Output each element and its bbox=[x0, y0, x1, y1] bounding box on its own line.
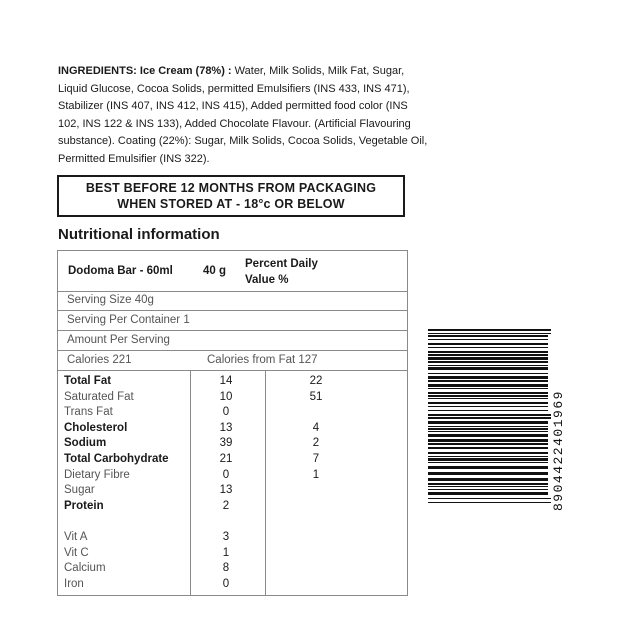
nutrient-row bbox=[58, 436, 407, 452]
nutrient-name: Saturated Fat bbox=[64, 390, 134, 403]
nutrient-amount: 21 bbox=[219, 453, 233, 465]
barcode-bar bbox=[428, 339, 548, 340]
barcode-bar bbox=[428, 462, 548, 463]
barcode-bar bbox=[428, 406, 548, 407]
nutrient-row bbox=[58, 374, 407, 390]
nutrient-amount: 0 bbox=[222, 406, 230, 419]
barcode-bar bbox=[428, 452, 548, 454]
barcode-bar bbox=[428, 489, 548, 490]
nutrient-row bbox=[58, 561, 407, 577]
product-name: Dodoma Bar - 60ml bbox=[68, 265, 173, 277]
calories-line bbox=[58, 351, 407, 371]
barcode-digits: 8904422401969 bbox=[551, 390, 566, 511]
barcode-bar bbox=[428, 354, 548, 356]
nutrient-row bbox=[58, 452, 407, 468]
barcode-bar bbox=[428, 414, 568, 416]
amount-per-serving: Amount Per Serving bbox=[58, 331, 407, 351]
barcode-bar bbox=[428, 351, 548, 353]
nutrient-amount: 8 bbox=[222, 562, 230, 575]
product-weight: 40 g bbox=[203, 265, 227, 277]
nutrition-title: Nutritional information bbox=[58, 226, 220, 243]
best-before-box bbox=[57, 175, 405, 217]
barcode-bar bbox=[428, 384, 548, 387]
barcode-bar bbox=[428, 426, 548, 427]
nutrient-row bbox=[58, 514, 407, 530]
barcode-bar bbox=[428, 402, 548, 404]
nutrient-pdv: 51 bbox=[309, 390, 323, 403]
barcode-bar bbox=[428, 392, 548, 394]
nutrient-name: Dietary Fibre bbox=[64, 468, 130, 481]
barcode-bar bbox=[428, 361, 548, 363]
nutrient-row bbox=[58, 546, 407, 562]
nutrient-amount: 13 bbox=[219, 421, 233, 434]
barcode-bar bbox=[428, 388, 548, 389]
nutrient-pdv: 7 bbox=[312, 453, 320, 465]
barcode-bar bbox=[428, 492, 548, 495]
nutrient-name: Protein bbox=[64, 499, 104, 512]
nutrient-name: Total Fat bbox=[64, 375, 112, 387]
ingredients-text bbox=[58, 63, 428, 168]
nutrient-amount: 39 bbox=[219, 437, 233, 450]
barcode-bar bbox=[428, 333, 568, 334]
pdv-header: Percent Daily Value % bbox=[245, 258, 318, 286]
barcode-bar bbox=[428, 395, 548, 397]
barcode-bar bbox=[428, 443, 548, 445]
calories-from-fat: Calories from Fat 127 bbox=[207, 354, 318, 366]
nutrient-pdv: 4 bbox=[312, 421, 320, 434]
nutrient-row bbox=[58, 405, 407, 421]
nutrient-amount: 14 bbox=[219, 375, 233, 387]
best-before-line1: BEST BEFORE 12 MONTHS FROM PACKAGING bbox=[85, 181, 377, 195]
barcode-bar bbox=[428, 373, 548, 374]
nutrient-pdv: 22 bbox=[309, 375, 323, 387]
nutrient-name: Sodium bbox=[64, 437, 107, 450]
nutrient-row bbox=[58, 421, 407, 437]
barcode-bar bbox=[428, 483, 548, 485]
barcode-bar bbox=[428, 434, 548, 437]
barcode-bar bbox=[428, 486, 548, 487]
nutrient-amount: 0 bbox=[222, 577, 230, 590]
nutrient-pdv: 1 bbox=[312, 468, 320, 481]
nutrient-pdv: 2 bbox=[312, 437, 320, 450]
nutrient-amount: 0 bbox=[222, 468, 230, 481]
nutrient-row bbox=[58, 483, 407, 499]
barcode-bar bbox=[428, 421, 548, 424]
barcode-bar bbox=[428, 472, 548, 475]
serving-size: Serving Size 40g bbox=[58, 291, 407, 311]
barcode-bar bbox=[428, 456, 548, 457]
barcode-bar bbox=[428, 431, 548, 432]
barcode-bar bbox=[428, 417, 568, 419]
nutrient-row bbox=[58, 499, 407, 515]
nutrient-row bbox=[58, 468, 407, 484]
barcode-bar bbox=[428, 347, 548, 348]
barcode-bar bbox=[428, 329, 568, 331]
barcode-bar bbox=[428, 428, 548, 430]
nutrient-amount: 13 bbox=[219, 484, 233, 497]
barcode-bar bbox=[428, 380, 548, 382]
barcode-bar bbox=[428, 357, 548, 360]
barcode-bar bbox=[428, 335, 548, 337]
ingredients-body: Water, Milk Solids, Milk Fat, Sugar, Liquid Glucose, Cocoa Solids, permitted Emulsifiers (INS 433, INS 471), Stabilizer (INS 407, INS 412, INS 415), Added permitted food color (INS 102, INS 122 & INS 133), Added Chocolate Flavour. (Artificial Flavouring substance). Coating (22%): Sugar, Milk Solids, Cocoa Solids, Vegetable Oil, Permitted Emulsifier (INS 322). bbox=[58, 65, 428, 165]
barcode-bar bbox=[428, 410, 548, 411]
barcode-bar bbox=[428, 343, 548, 345]
barcode-bar bbox=[428, 458, 548, 461]
barcode-bar bbox=[428, 365, 548, 366]
barcode-bar bbox=[428, 466, 548, 469]
nutrient-name: Total Carbohydrate bbox=[64, 453, 169, 465]
barcode-icon bbox=[428, 325, 568, 513]
barcode-bar bbox=[428, 398, 548, 399]
barcode-bar bbox=[428, 439, 548, 442]
nutrition-header bbox=[58, 251, 407, 292]
nutrient-name: Calcium bbox=[64, 562, 106, 575]
nutrient-amount: 10 bbox=[219, 390, 233, 403]
barcode-bar bbox=[428, 478, 548, 481]
nutrient-name: Trans Fat bbox=[64, 406, 113, 419]
nutrient-name: Iron bbox=[64, 577, 84, 590]
nutrient-name: Vit A bbox=[64, 531, 88, 543]
barcode-bar bbox=[428, 376, 548, 379]
calories: Calories 221 bbox=[67, 354, 132, 366]
barcode-bar bbox=[428, 502, 568, 503]
nutrient-amount: 1 bbox=[222, 546, 230, 559]
nutrient-amount: 3 bbox=[222, 531, 230, 543]
barcode-bar bbox=[428, 367, 548, 370]
nutrient-row bbox=[58, 390, 407, 406]
nutrient-amount: 2 bbox=[222, 499, 230, 512]
best-before-line2: WHEN STORED AT - 18°c OR BELOW bbox=[117, 197, 345, 211]
barcode-bar bbox=[428, 447, 548, 449]
nutrient-name: Cholesterol bbox=[64, 421, 128, 434]
ingredients-label: INGREDIENTS: Ice Cream (78%) : bbox=[58, 65, 232, 77]
nutrient-row bbox=[58, 577, 407, 593]
serving-per-container: Serving Per Container 1 bbox=[58, 311, 407, 331]
nutrient-name: Sugar bbox=[64, 484, 95, 497]
nutrition-table bbox=[57, 250, 408, 596]
barcode-bar bbox=[428, 498, 568, 499]
nutrient-name: Vit C bbox=[64, 546, 89, 559]
nutrient-row bbox=[58, 530, 407, 546]
